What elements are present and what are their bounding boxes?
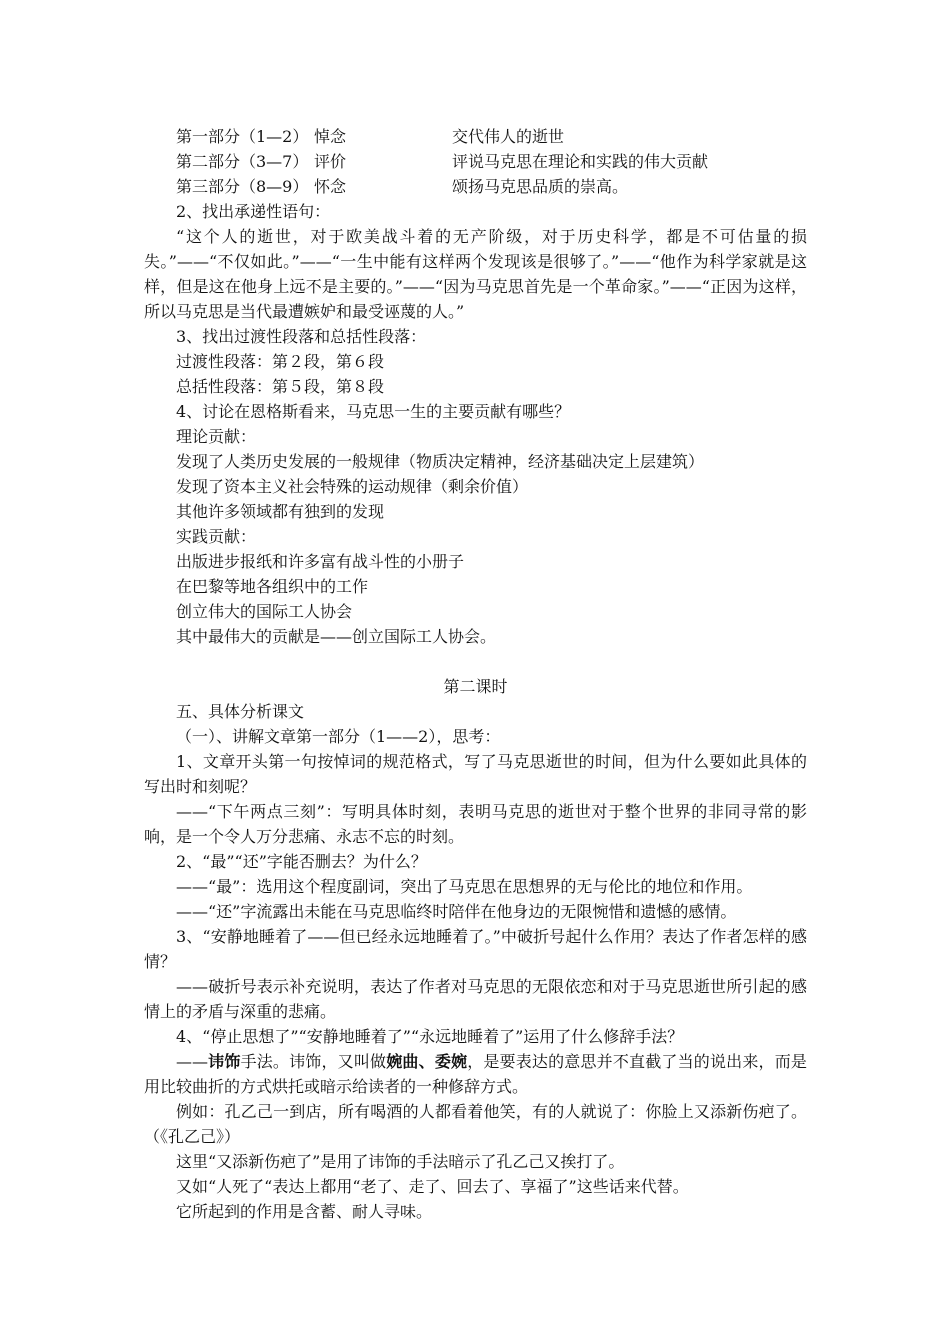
example-2: 又如“人死了“表达上都用“老了、走了、回去了、享福了”这些话来代替。: [176, 1177, 689, 1196]
question-2-body: “这个人的逝世，对于欧美战斗着的无产阶级，对于历史科学，都是不可估量的损失。”——“不仅如此。”——“一生中能有这样两个发现该是很够了。”——“他作为科学家就是这样，但是这在他身上远不是主要的。”——“因为马克思首先是一个革命家。”——“正因为这样，所以马克思是当代最遭嫉妒和最受诬蔑的人。”: [144, 227, 807, 321]
item-1-question: 1、文章开头第一句按悼词的规范格式，写了马克思逝世的时间，但为什么要如此具体的写出时和刻呢？: [144, 752, 807, 796]
item-4-question: 4、“停止思想了”“安静地睡着了”“永远地睡着了”运用了什么修辞手法？: [176, 1027, 684, 1046]
part-tag: 悼念: [314, 127, 347, 146]
item-1-answer: ——“下午两点三刻”：写明具体时刻，表明马克思的逝世对于整个世界的非同寻常的影响，是一个令人万分悲痛、永志不忘的时刻。: [144, 802, 807, 846]
lesson-heading: 第二课时: [443, 677, 508, 696]
question-4-title: 4、讨论在恩格斯看来，马克思一生的主要贡献有哪些？: [176, 402, 571, 421]
example-1-explanation: 这里“又添新伤疤了”是用了讳饰的手法暗示了孔乙己又挨打了。: [176, 1152, 625, 1171]
answer-dash: ——: [176, 1052, 208, 1071]
greatest-contribution: 其中最伟大的贡献是——创立国际工人协会。: [176, 627, 497, 646]
theory-item: 发现了人类历史发展的一般规律（物质决定精神，经济基础决定上层建筑）: [176, 452, 705, 471]
rhetoric-effect: 它所起到的作用是含蓄、耐人寻味。: [176, 1202, 433, 1221]
term-indirect: 婉曲: [386, 1052, 419, 1071]
spacer: [144, 649, 807, 674]
structure-row-part3: [144, 174, 807, 199]
subsection-heading: （一）、讲解文章第一部分（1——2），思考：: [176, 727, 501, 746]
answer-text: ，是要表达的意思并不直截了当的说出来，而是用比较曲折的方式烘托或暗示给读者的一种修辞方式。: [144, 1052, 807, 1096]
item-4-answer: [144, 1049, 807, 1099]
structure-row-part1: [144, 124, 807, 149]
term-separator: 、: [418, 1052, 435, 1071]
item-2-answer: ——“还”字流露出未能在马克思临终时陪伴在他身边的无限惋惜和遗憾的感情。: [176, 902, 737, 921]
theory-item: 发现了资本主义社会特殊的运动规律（剩余价值）: [176, 477, 529, 496]
item-2-question: 2、“最”“还”字能否删去？为什么？: [176, 852, 427, 871]
part-name: 第二部分（3—7）: [176, 152, 309, 171]
question-2-title: 2、找出承递性语句：: [176, 202, 331, 221]
answer-text: 手法。讳饰，又叫做: [240, 1052, 387, 1071]
structure-row-part2: [144, 149, 807, 174]
practice-item: 出版进步报纸和许多富有战斗性的小册子: [176, 552, 465, 571]
part-tag: 评价: [314, 152, 347, 171]
part-desc: 评说马克思在理论和实践的伟大贡献: [452, 152, 709, 171]
theory-label: 理论贡献：: [176, 427, 257, 446]
term-euphemism: 讳饰: [208, 1052, 241, 1071]
item-2-answer: ——“最”：选用这个程度副词，突出了马克思在思想界的无与伦比的地位和作用。: [176, 877, 753, 896]
part-desc: 交代伟人的逝世: [452, 127, 565, 146]
practice-item: 在巴黎等地各组织中的工作: [176, 577, 369, 596]
document-body: [144, 124, 807, 1224]
section-heading: 五、具体分析课文: [176, 702, 305, 721]
transition-paragraphs: 过渡性段落：第２段，第６段: [176, 352, 385, 371]
item-3-question: 3、“安静地睡着了——但已经永远地睡着了。”中破折号起什么作用？表达了作者怎样的感情？: [144, 927, 807, 971]
item-3-answer: ——破折号表示补充说明，表达了作者对马克思的无限依恋和对于马克思逝世所引起的感情上的矛盾与深重的悲痛。: [144, 977, 807, 1021]
part-tag: 怀念: [314, 177, 347, 196]
term-tactful: 委婉: [434, 1052, 468, 1071]
example-1: 例如：孔乙己一到店，所有喝酒的人都看着他笑，有的人就说了：你脸上又添新伤疤了。（《孔乙己》）: [144, 1102, 807, 1146]
theory-item: 其他许多领域都有独到的发现: [176, 502, 385, 521]
part-name: 第三部分（8—9）: [176, 177, 309, 196]
practice-item: 创立伟大的国际工人协会: [176, 602, 353, 621]
part-desc: 颂扬马克思品质的崇高。: [452, 177, 629, 196]
practice-label: 实践贡献：: [176, 527, 257, 546]
question-3-title: 3、找出过渡性段落和总括性段落：: [176, 327, 427, 346]
part-name: 第一部分（1—2）: [176, 127, 309, 146]
summary-paragraphs: 总括性段落：第５段，第８段: [176, 377, 385, 396]
